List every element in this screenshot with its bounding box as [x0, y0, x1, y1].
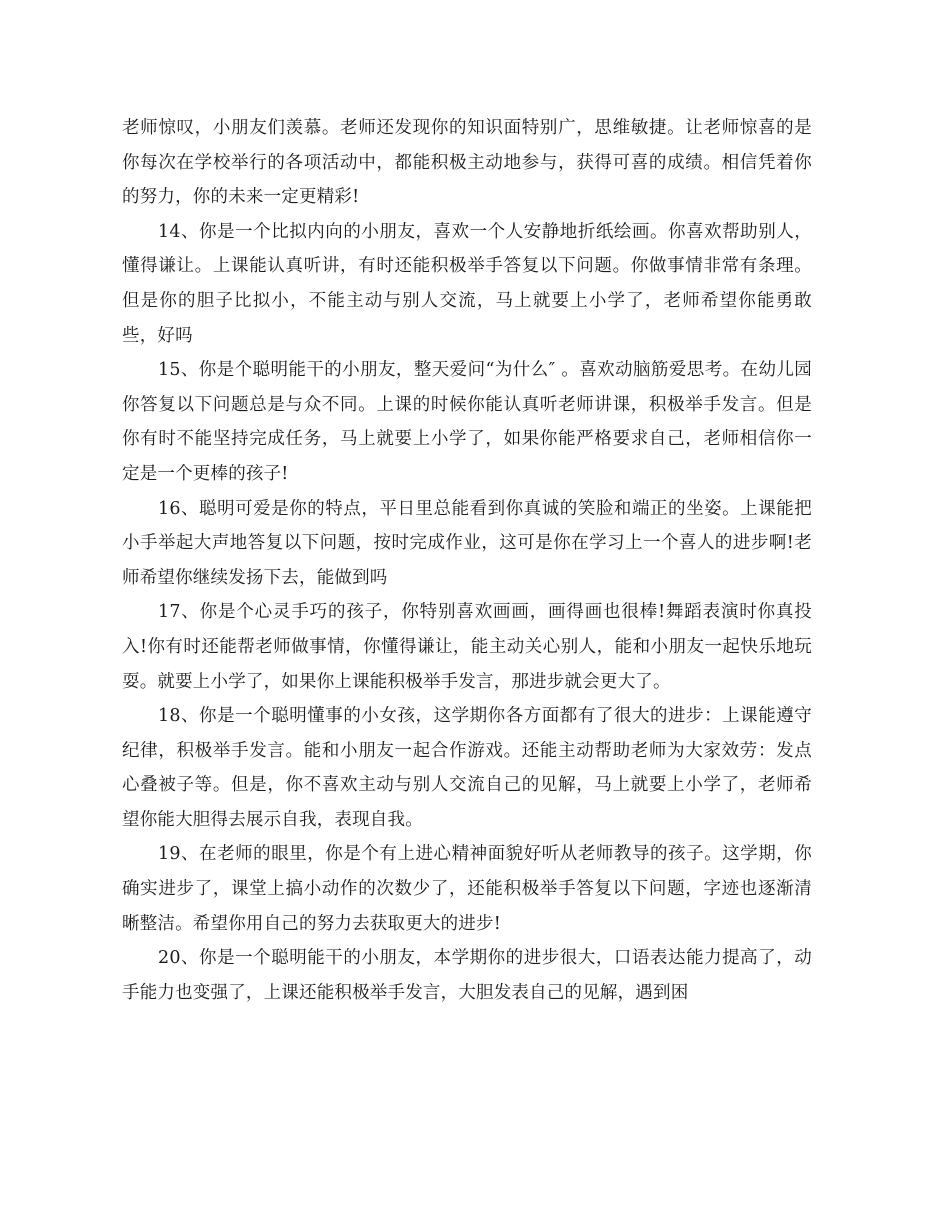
paragraph-18: 18、你是一个聪明懂事的小女孩，这学期你各方面都有了很大的进步：上课能遵守纪律，积极举手发言。能和小朋友一起合作游戏。还能主动帮助老师为大家效劳：发点心叠被子等。但是，你不喜欢主动与别人交流自己的见解，马上就要上小学了，老师希望你能大胆得去展示自我，表现自我。: [122, 706, 812, 830]
document-body: [122, 111, 812, 1010]
paragraph-14: 14、你是一个比拟内向的小朋友，喜欢一个人安静地折纸绘画。你喜欢帮助别人，懂得谦让。上课能认真听讲，有时还能积极举手答复以下问题。你做事情非常有条理。但是你的胆子比拟小，不能主动与别人交流，马上就要上小学了，老师希望你能勇敢些，好吗: [122, 221, 812, 346]
paragraph-16: 16、聪明可爱是你的特点，平日里总能看到你真诚的笑脸和端正的坐姿。上课能把小手举起大声地答复以下问题，按时完成作业，这可是你在学习上一个喜人的进步啊!老师希望你继续发扬下去，能做到吗: [122, 498, 812, 588]
paragraph-19: 19、在老师的眼里，你是个有上进心精神面貌好听从老师教导的孩子。这学期，你确实进步了，课堂上搞小动作的次数少了，还能积极举手答复以下问题，字迹也逐渐清晰整洁。希望你用自己的努力去获取更大的进步!: [122, 844, 812, 934]
paragraph-17: 17、你是个心灵手巧的孩子，你特别喜欢画画，画得画也很棒!舞蹈表演时你真投入!你有时还能帮老师做事情，你懂得谦让，能主动关心别人，能和小朋友一起快乐地玩耍。就要上小学了，如果你上课能积极举手发言，那进步就会更大了。: [122, 602, 812, 692]
paragraph-15: 15、你是个聪明能干的小朋友，整天爱问“为什么″ 。喜欢动脑筋爱思考。在幼儿园你答复以下问题总是与众不同。上课的时候你能认真听老师讲课，积极举手发言。但是你有时不能坚持完成任务，马上就要上小学了，如果你能严格要求自己，老师相信你一定是一个更棒的孩子!: [122, 360, 812, 484]
paragraph-13-continued: 老师惊叹，小朋友们羡慕。老师还发现你的知识面特别广，思维敏捷。让老师惊喜的是你每次在学校举行的各项活动中，都能积极主动地参与，获得可喜的成绩。相信凭着你的努力，你的未来一定更精彩!: [122, 118, 812, 208]
paragraph-20: 20、你是一个聪明能干的小朋友，本学期你的进步很大，口语表达能力提高了，动手能力也变强了，上课还能积极举手发言，大胆发表自己的见解，遇到困: [122, 948, 812, 1003]
